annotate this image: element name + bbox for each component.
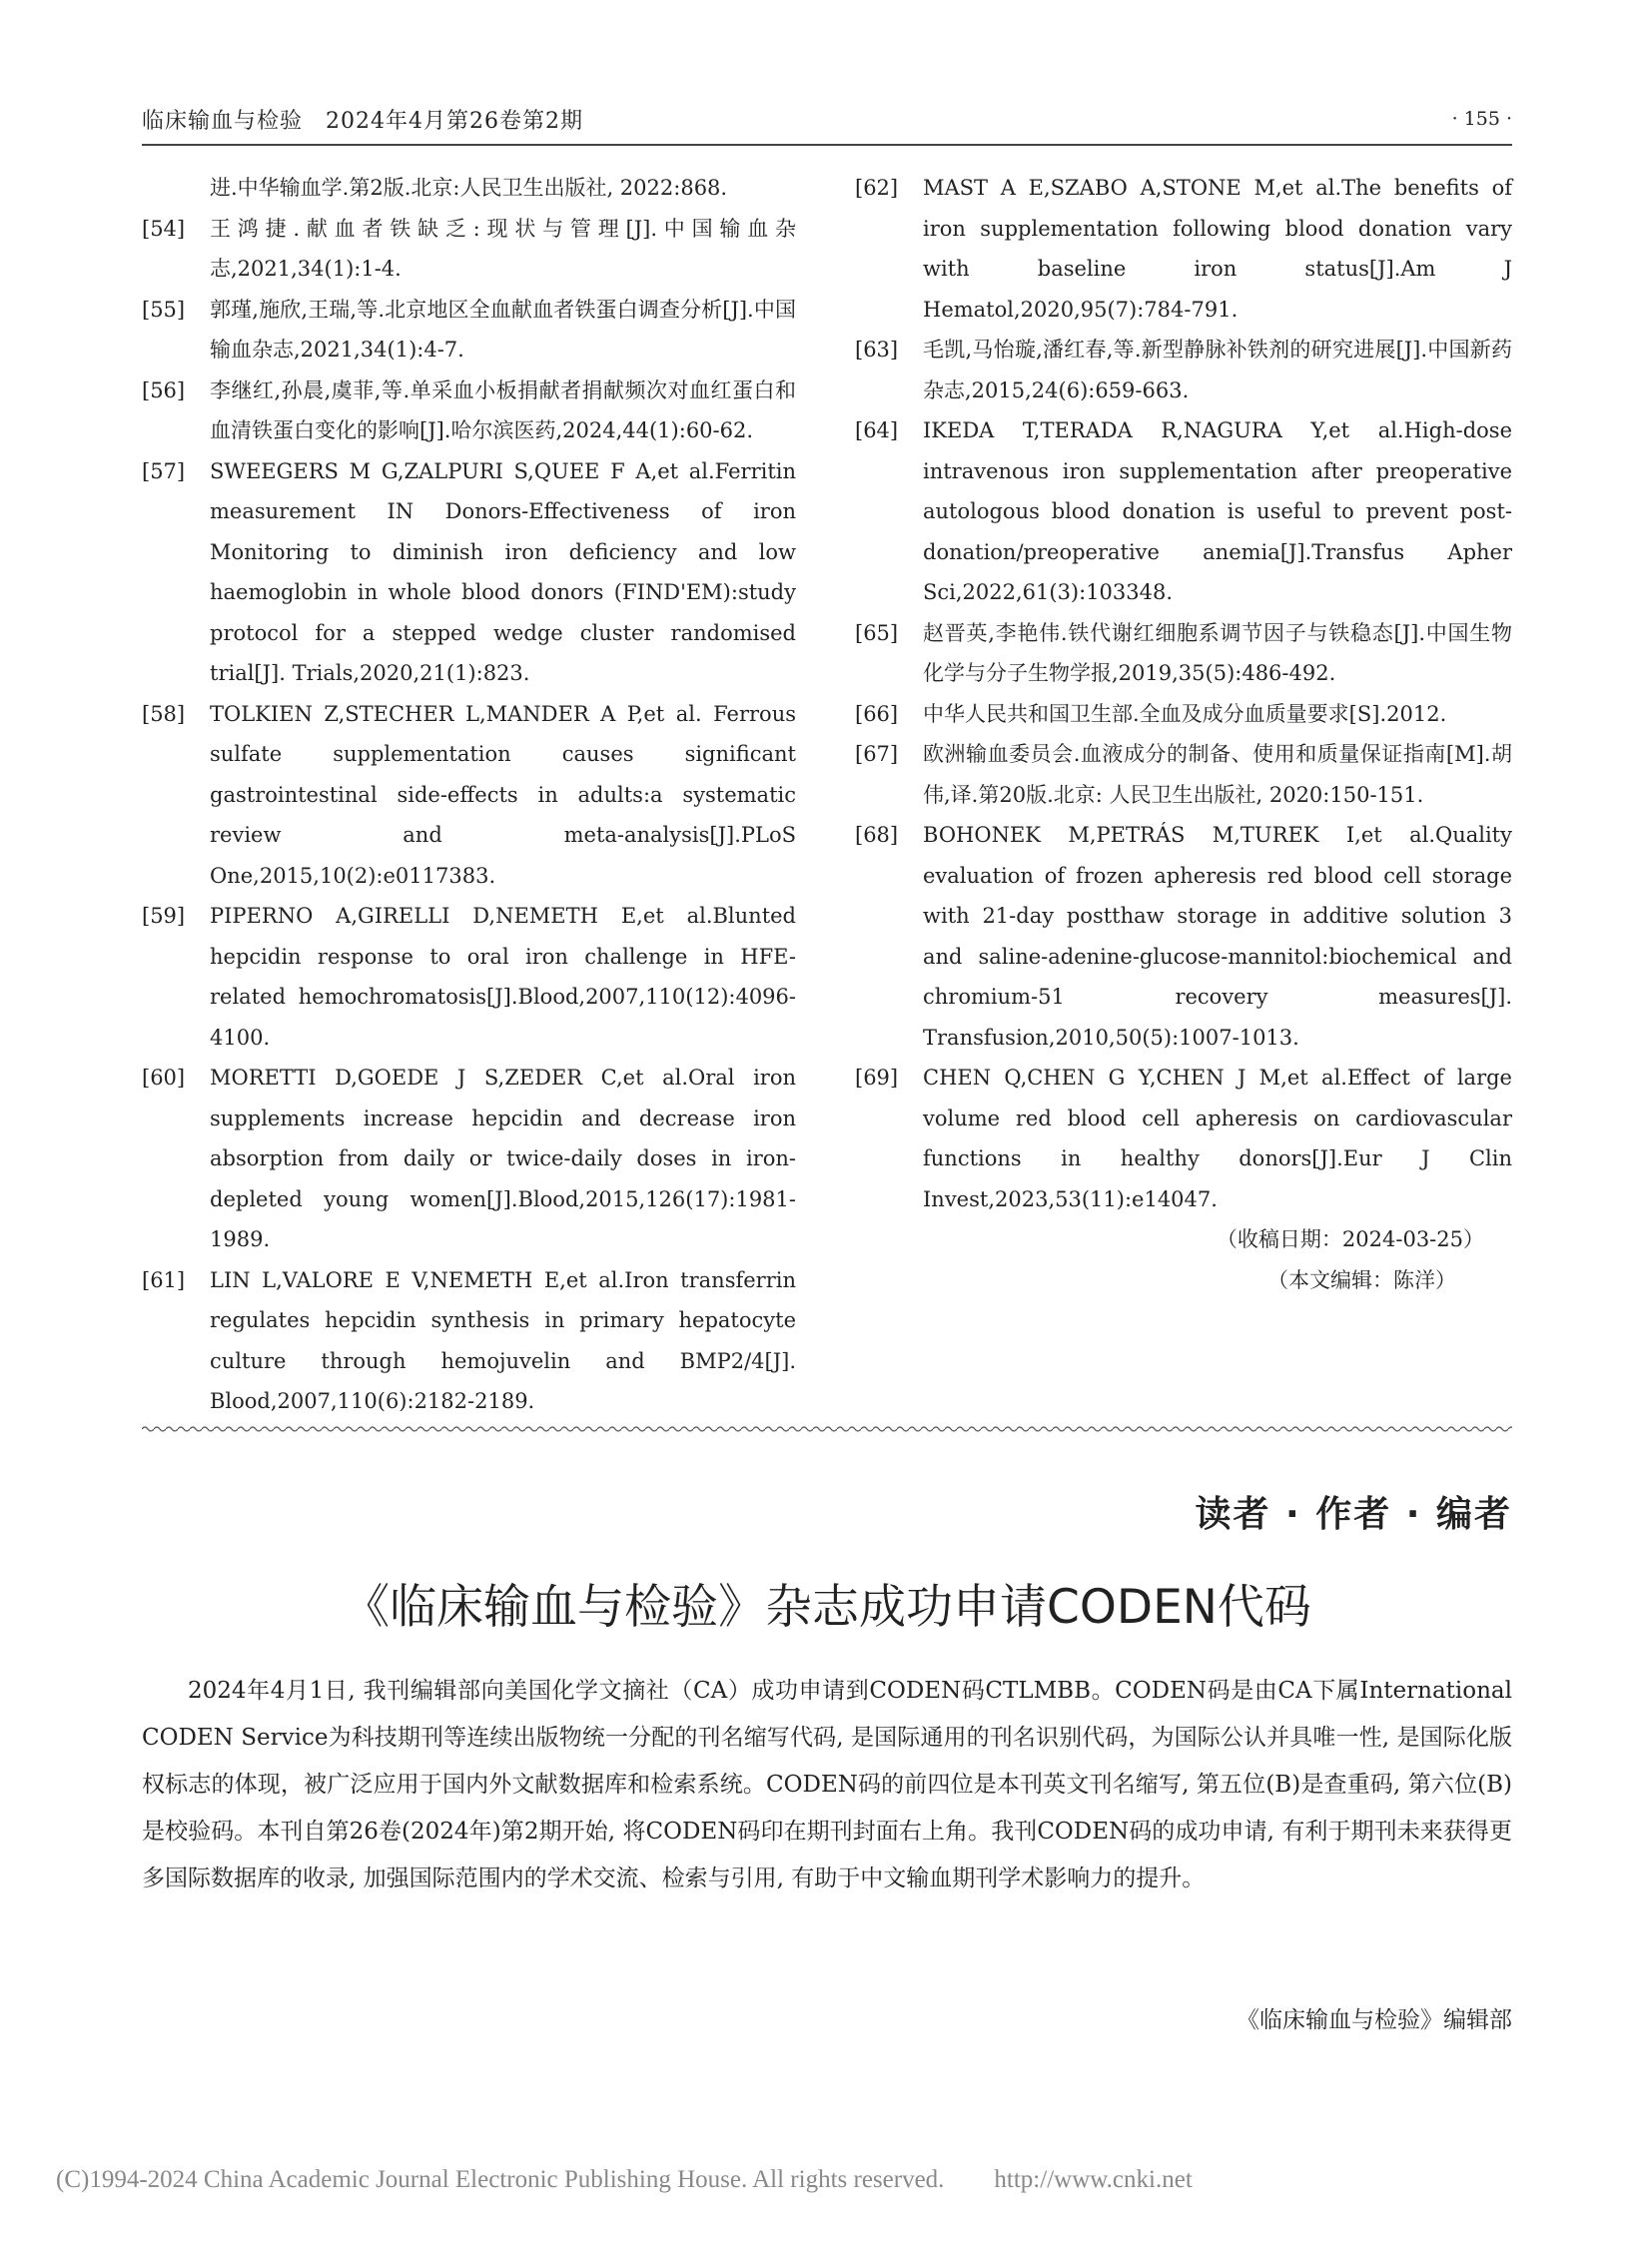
- reference-text: 中华人民共和国卫生部.全血及成分血质量要求[S].2012.: [923, 701, 1447, 726]
- reference-item: [142, 290, 796, 371]
- reference-item: [855, 330, 1512, 410]
- reference-item: [142, 371, 796, 451]
- reference-item: [855, 410, 1512, 613]
- reference-item: [855, 734, 1512, 815]
- reference-number: [56]: [142, 377, 186, 402]
- references-left-column: [142, 168, 796, 1422]
- reference-number: [63]: [855, 338, 899, 362]
- reference-item: [855, 613, 1512, 694]
- reference-number: [60]: [142, 1066, 186, 1090]
- reference-text: BOHONEK M,PETRÁS M,TUREK I,et al.Quality evaluation of frozen apheresis red blood cell storage with 21-day postthaw storage in additive solution 3 and saline-adenine-glucose-mannitol:biochemical and chromium-51 recovery measures[J]. Transfusion,2010,50(5):1007-1013.: [923, 823, 1512, 1050]
- reference-item: [142, 896, 796, 1058]
- reference-text: 欧洲输血委员会.血液成分的制备、使用和质量保证指南[M].胡伟,译.第20版.北京: 人民卫生出版社, 2020:150-151.: [923, 742, 1512, 807]
- journal-header: 临床输血与检验 2024年4月第26卷第2期: [142, 109, 583, 134]
- reference-number: [57]: [142, 458, 186, 483]
- article-signature: 《临床输血与检验》编辑部: [1237, 2007, 1512, 2033]
- wavy-divider: [142, 1423, 1512, 1435]
- reference-continuation: 进.中华输血学.第2版.北京:人民卫生出版社, 2022:868.: [210, 176, 728, 200]
- reference-number: [68]: [855, 823, 899, 847]
- reference-number: [64]: [855, 418, 899, 442]
- reference-number: [62]: [855, 176, 899, 200]
- reference-text: PIPERNO A,GIRELLI D,NEMETH E,et al.Blunted hepcidin response to oral iron challenge in HFE-related hemochromatosis[J].Blood,2007,110(12):4096-4100.: [210, 904, 796, 1050]
- reference-number: [65]: [855, 620, 899, 645]
- reference-text: TOLKIEN Z,STECHER L,MANDER A P,et al. Ferrous sulfate supplementation causes significant gastrointestinal side-effects in adults:a systematic review and meta-analysis[J].PLoS One,2015,10(2):e0117383.: [210, 701, 796, 888]
- reference-number: [58]: [142, 701, 186, 726]
- reference-item: [855, 694, 1512, 735]
- reference-item: [142, 1058, 796, 1260]
- reference-number: [55]: [142, 297, 186, 322]
- article-title: 《临床输血与检验》杂志成功申请CODEN代码: [343, 1580, 1311, 1635]
- running-header: [142, 104, 1512, 146]
- section-title: 读者 · 作者 · 编者: [1195, 1494, 1512, 1535]
- references-right-column: [855, 168, 1512, 1300]
- reference-item: [142, 209, 796, 290]
- reference-number: [59]: [142, 904, 186, 928]
- copyright-footer: (C)1994-2024 China Academic Journal Electronic Publishing House. All rights reserved. http://www.cnki.net: [56, 2166, 1193, 2193]
- reference-number: [69]: [855, 1066, 899, 1090]
- received-date: （收稿日期：2024-03-25）: [1216, 1227, 1484, 1251]
- reference-text: 赵晋英,李艳伟.铁代谢红细胞系调节因子与铁稳态[J].中国生物化学与分子生物学报,2019,35(5):486-492.: [923, 620, 1512, 685]
- reference-text: MORETTI D,GOEDE J S,ZEDER C,et al.Oral iron supplements increase hepcidin and decrease iron absorption from daily or twice-daily doses in iron-depleted young women[J].Blood,2015,126(17):1981-1989.: [210, 1066, 796, 1251]
- reference-text: IKEDA T,TERADA R,NAGURA Y,et al.High-dose intravenous iron supplementation after preoperative autologous blood donation is useful to prevent post-donation/preoperative anemia[J].Transfus Apher Sci,2022,61(3):103348.: [923, 418, 1512, 604]
- reference-item: [855, 168, 1512, 330]
- reference-text: CHEN Q,CHEN G Y,CHEN J M,et al.Effect of large volume red blood cell apheresis on cardiovascular functions in healthy donors[J].Eur J Clin Invest,2023,53(11):e14047.: [923, 1066, 1512, 1211]
- reference-item: [142, 451, 796, 694]
- reference-text: 毛凯,马怡璇,潘红春,等.新型静脉补铁剂的研究进展[J].中国新药杂志,2015,24(6):659-663.: [923, 338, 1512, 402]
- reference-text: LIN L,VALORE E V,NEMETH E,et al.Iron transferrin regulates hepcidin synthesis in primary hepatocyte culture through hemojuvelin and BMP2/4[J]. Blood,2007,110(6):2182-2189.: [210, 1267, 796, 1413]
- reference-text: SWEEGERS M G,ZALPURI S,QUEE F A,et al.Ferritin measurement IN Donors-Effectiveness of iron Monitoring to diminish iron deficiency and low haemoglobin in whole blood donors (FIND'EM):study protocol for a stepped wedge cluster randomised trial[J]. Trials,2020,21(1):823.: [210, 458, 796, 685]
- reference-number: [67]: [855, 742, 899, 766]
- reference-text: MAST A E,SZABO A,STONE M,et al.The benefits of iron supplementation following blood donation vary with baseline iron status[J].Am J Hematol,2020,95(7):784-791.: [923, 176, 1512, 322]
- reference-item: [142, 694, 796, 897]
- page-number: · 155 ·: [1451, 108, 1512, 130]
- reference-text: 李继红,孙晨,虞菲,等.单采血小板捐献者捐献频次对血红蛋白和血清铁蛋白变化的影响[J].哈尔滨医药,2024,44(1):60-62.: [210, 377, 796, 442]
- reference-number: [54]: [142, 216, 186, 241]
- reference-item: [142, 1260, 796, 1422]
- reference-item: [855, 815, 1512, 1058]
- article-editor: （本文编辑：陈洋）: [1267, 1267, 1456, 1292]
- reference-text: 郭瑾,施欣,王瑞,等.北京地区全血献血者铁蛋白调查分析[J].中国输血杂志,2021,34(1):4-7.: [210, 297, 796, 362]
- reference-number: [66]: [855, 701, 899, 726]
- reference-number: [61]: [142, 1267, 186, 1292]
- reference-item: [855, 1058, 1512, 1219]
- reference-text: 王鸿捷.献血者铁缺乏:现状与管理[J].中国输血杂志,2021,34(1):1-4.: [210, 216, 796, 281]
- article-body: 2024年4月1日, 我刊编辑部向美国化学文摘社（CA）成功申请到CODEN码CTLMBB。CODEN码是由CA下属International CODEN Service为科技期刊等连续出版物统一分配的刊名缩写代码, 是国际通用的刊名识别代码，为国际公认并具唯一性, 是国际化版权标志的体现，被广泛应用于国内外文献数据库和检索系统。CODEN码的前四位是本刊英文刊名缩写, 第五位(B)是查重码, 第六位(B)是校验码。本刊自第26卷(2024年)第2期开始, 将CODEN码印在期刊封面右上角。我刊CODEN码的成功申请, 有利于期刊未来获得更多国际数据库的收录, 加强国际范围内的学术交流、检索与引用, 有助于中文输血期刊学术影响力的提升。: [142, 1678, 1512, 1891]
